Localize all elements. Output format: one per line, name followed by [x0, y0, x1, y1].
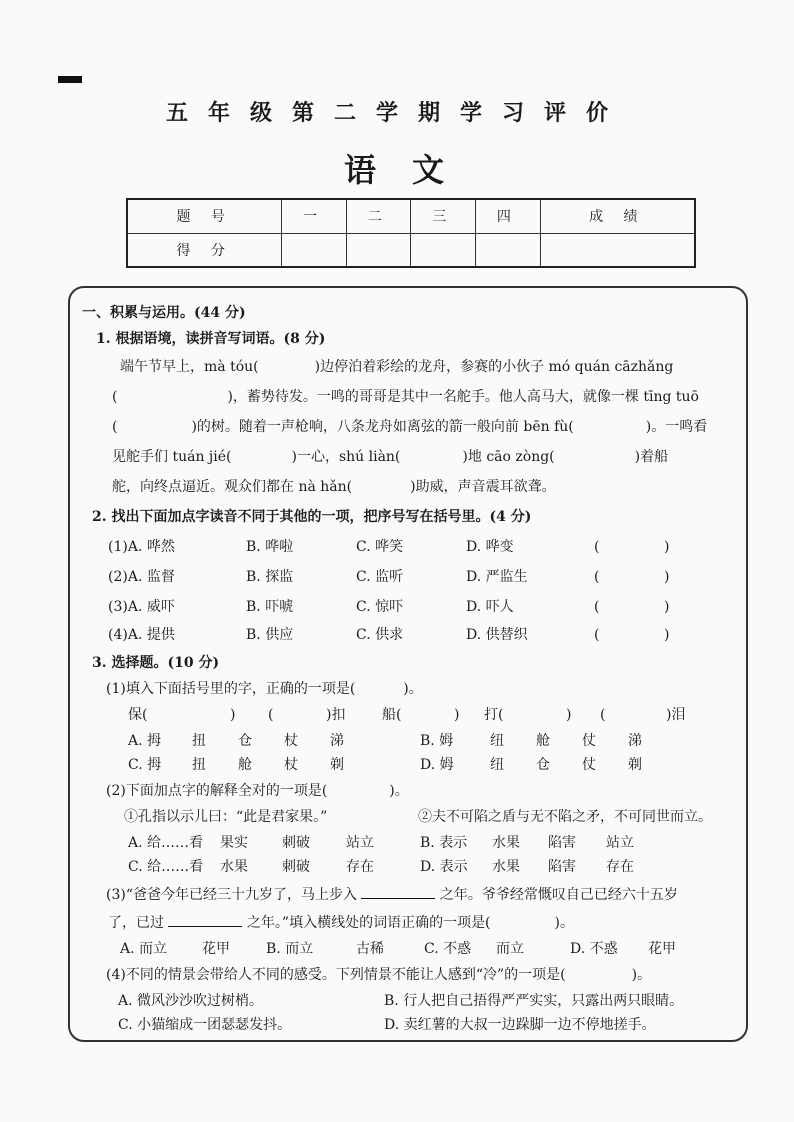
text: )助威，声音震耳欲聋。 [410, 479, 556, 495]
word: 保( [128, 707, 148, 723]
corner-mark [58, 76, 82, 83]
text: )一心，shú liàn( [291, 449, 401, 465]
word: ) [566, 707, 572, 723]
option: 陷害 [548, 835, 576, 851]
q3-s3-line2 [108, 914, 574, 932]
q2-row-d: D. 吓人 [466, 599, 514, 615]
q1-line3 [112, 418, 707, 436]
text: )。 [554, 915, 574, 931]
q3-s2-title [106, 782, 409, 800]
option: C. 不惑 [424, 941, 472, 957]
q3-s4-option-d: D. 卖红薯的大叔一边跺脚一边不停地搓手。 [384, 1017, 656, 1033]
bracket-close: ) [664, 539, 670, 555]
option: 站立 [346, 835, 374, 851]
bracket-close: ) [664, 569, 670, 585]
q2-row-a: (3)A. 威吓 [108, 599, 175, 615]
option: B. 姆 [420, 733, 454, 749]
option: 舱 [238, 757, 252, 773]
q3-s4-title [106, 966, 651, 984]
option: 刺破 [282, 859, 310, 875]
word: ) [230, 707, 236, 723]
option: 仗 [582, 757, 596, 773]
q2-row-b: B. 吓唬 [246, 599, 294, 615]
q2-row-c: C. 监听 [356, 569, 404, 585]
score-cell: 三 [411, 199, 476, 233]
word: ( [268, 707, 274, 723]
word: 船( [382, 707, 402, 723]
text: )。 [389, 783, 409, 799]
option: 站立 [606, 835, 634, 851]
q2-row-c: C. 哗笑 [356, 539, 404, 555]
q2-row-d: D. 哗变 [466, 539, 514, 555]
page-title: 五年级第二学期学习评价 [165, 100, 628, 126]
score-cell: 得 分 [127, 233, 282, 267]
option: 扭 [192, 757, 206, 773]
text: 了，已过 [108, 915, 164, 931]
fill-in-line[interactable] [168, 926, 242, 927]
score-input[interactable] [411, 233, 476, 267]
text: )边停泊着彩绘的龙舟，参赛的小伙子 mó quán cāzhǎng [314, 359, 674, 375]
text: )。 [631, 967, 652, 983]
text: )，蓄势待发。一鸣的哥哥是其中一名舵手。他人高马大，就像一棵 tīng tuō [227, 389, 699, 405]
option: 仓 [238, 733, 252, 749]
q3-s2-sentence1: ①孔指以示儿曰：“此是君家果。” [124, 809, 328, 825]
option: A. 拇 [128, 733, 162, 749]
q3-s4-option-a: A. 微风沙沙吹过树梢。 [118, 993, 264, 1009]
option: 水果 [492, 835, 520, 851]
bracket-close: ) [664, 627, 670, 643]
q1-line2 [112, 388, 699, 406]
text: ( [112, 389, 118, 405]
bracket-open: ( [594, 569, 600, 585]
q1-line4 [112, 448, 668, 466]
option: 水果 [220, 859, 248, 875]
option: 花甲 [648, 941, 676, 957]
option: 剃 [628, 757, 642, 773]
option: 扭 [192, 733, 206, 749]
bracket-close: ) [664, 599, 670, 615]
option: C. 拇 [128, 757, 162, 773]
text: 见舵手们 tuán jié( [112, 449, 232, 465]
score-cell: 成 绩 [540, 199, 695, 233]
option: 涕 [330, 733, 344, 749]
option: D. 不惑 [570, 941, 618, 957]
word: 打( [484, 707, 504, 723]
text: )的树。随着一声枪响，八条龙舟如离弦的箭一般向前 bēn fù( [191, 419, 574, 435]
q2-row-c: C. 惊吓 [356, 599, 404, 615]
option: 果实 [220, 835, 248, 851]
text: (2)下面加点字的解释全对的一项是( [106, 783, 328, 799]
option: 纽 [490, 733, 504, 749]
q1-line1 [120, 358, 673, 376]
q2-title: 2. 找出下面加点字读音不同于其他的一项，把序号写在括号里。(4 分) [92, 509, 532, 525]
option: 古稀 [356, 941, 384, 957]
section-heading: 一、积累与运用。(44 分) [82, 305, 246, 321]
q3-s2-sentence2: ②夫不可陷之盾与无不陷之矛，不可同世而立。 [418, 809, 712, 825]
text: (4)不同的情景会带给人不同的感受。下列情景不能让人感到“冷”的一项是( [106, 967, 566, 983]
option: B. 而立 [266, 941, 314, 957]
q2-row-a: (2)A. 监督 [108, 569, 175, 585]
option: 纽 [490, 757, 504, 773]
bracket-open: ( [594, 539, 600, 555]
text: (1)填入下面括号里的字，正确的一项是( [106, 681, 356, 697]
text: 舵，向终点逼近。观众们都在 nà hǎn( [112, 479, 353, 495]
option: 涕 [628, 733, 642, 749]
score-input[interactable] [282, 233, 347, 267]
option: 花甲 [202, 941, 230, 957]
q3-s1-title [106, 680, 423, 698]
word: ) [454, 707, 460, 723]
score-input[interactable] [540, 233, 695, 267]
word: ( [600, 707, 606, 723]
option: 水果 [492, 859, 520, 875]
q2-row-c: C. 供求 [356, 627, 404, 643]
text: 端午节早上，mà tóu( [120, 359, 259, 375]
q2-row-d: D. 严监生 [466, 569, 528, 585]
q3-s4-option-b: B. 行人把自己捂得严严实实，只露出两只眼睛。 [384, 993, 684, 1009]
q2-row-a: (1)A. 哗然 [108, 539, 175, 555]
option: A. 给……看 [128, 835, 204, 851]
score-cell: 二 [346, 199, 411, 233]
q3-s3-line1 [106, 886, 678, 904]
option: 刺破 [282, 835, 310, 851]
q2-row-d: D. 供替织 [466, 627, 528, 643]
option: C. 给……看 [128, 859, 204, 875]
subject-title: 语文 [343, 151, 480, 189]
q3-s4-option-c: C. 小猫缩成一团瑟瑟发抖。 [118, 1017, 292, 1033]
text: )。一鸣看 [645, 419, 708, 435]
word: )泪 [666, 707, 686, 723]
text: )地 cāo zòng( [462, 449, 555, 465]
q1-title: 1. 根据语境，读拼音写词语。(8 分) [96, 331, 326, 347]
option: 舱 [536, 733, 550, 749]
option: 杖 [284, 733, 298, 749]
q2-row-b: B. 哗啦 [246, 539, 294, 555]
text: 之年。”填入横线处的词语正确的一项是( [246, 915, 491, 931]
score-cell: 四 [476, 199, 541, 233]
q3-title: 3. 选择题。(10 分) [92, 655, 220, 671]
section-box [68, 286, 748, 1042]
option: 存在 [606, 859, 634, 875]
option: A. 而立 [120, 941, 168, 957]
option: 存在 [346, 859, 374, 875]
text: )着船 [634, 449, 669, 465]
option: D. 姆 [420, 757, 454, 773]
fill-in-line[interactable] [361, 898, 435, 899]
q1-line5 [112, 478, 556, 496]
score-input[interactable] [346, 233, 411, 267]
score-cell: 一 [282, 199, 347, 233]
score-input[interactable] [476, 233, 541, 267]
option: 仗 [582, 733, 596, 749]
option: 剃 [330, 757, 344, 773]
q2-row-a: (4)A. 提供 [108, 627, 175, 643]
bracket-open: ( [594, 599, 600, 615]
text: (3)“爸爸今年已经三十九岁了，马上步入 [106, 887, 357, 903]
option: 杖 [284, 757, 298, 773]
option: B. 表示 [420, 835, 468, 851]
q2-row-b: B. 探监 [246, 569, 294, 585]
bracket-open: ( [594, 627, 600, 643]
score-table [126, 198, 696, 268]
text: 之年。爷爷经常慨叹自己已经六十五岁 [439, 887, 678, 903]
option: D. 表示 [420, 859, 468, 875]
option: 仓 [536, 757, 550, 773]
text: ( [112, 419, 118, 435]
text: )。 [403, 681, 423, 697]
q2-row-b: B. 供应 [246, 627, 294, 643]
option: 陷害 [548, 859, 576, 875]
score-cell: 题 号 [127, 199, 282, 233]
option: 而立 [496, 941, 524, 957]
word: )扣 [326, 707, 346, 723]
